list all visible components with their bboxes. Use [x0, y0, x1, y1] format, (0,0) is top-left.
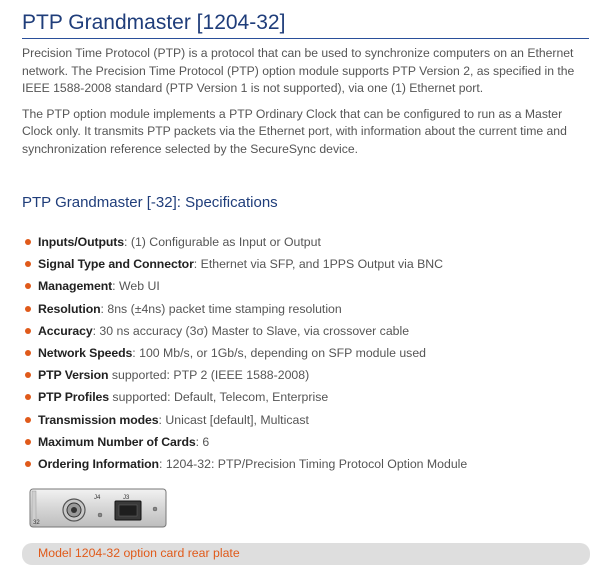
- spec-label: Management: [38, 279, 113, 294]
- description-paragraph: The PTP option module implements a PTP Ordinary Clock that can be configured to run as a Master Clock only. It transmits PTP packets via the Ethernet port, with information about the current time and synchronization reference selected by the SecureSync device.: [22, 106, 567, 156]
- spec-label: Inputs/Outputs: [38, 235, 125, 249]
- bullet-icon: [25, 394, 31, 400]
- spec-text: : Ethernet via SFP, and 1PPS Output via BNC: [193, 257, 444, 272]
- spec-label: Resolution: [38, 301, 101, 316]
- bullet-icon: [25, 283, 31, 289]
- spec-item: [24, 300, 584, 322]
- option-card-illustration: [29, 488, 169, 530]
- bullet-icon: [25, 350, 31, 356]
- spec-item: [24, 388, 584, 410]
- bullet-icon: [25, 239, 31, 245]
- spec-item: [24, 433, 584, 455]
- spec-text: : Web UI: [112, 279, 160, 294]
- j4-label: J4: [94, 495, 101, 501]
- spec-text: supported: Default, Telecom, Enterprise: [109, 390, 329, 405]
- spec-text: supported: PTP 2 (IEEE 1588-2008): [108, 368, 310, 383]
- spec-text: : 6: [195, 434, 210, 449]
- specs-list: [24, 233, 584, 477]
- bullet-icon: [25, 306, 31, 312]
- intro-paragraph: Precision Time Protocol (PTP) is a protocol that can be used to synchronize computers on an Ethernet network. The Precision Time Protocol (PTP) option module supports PTP Version 2, as specified in the IEEE 1588-2008 standard (PTP Version 1 is not supported), via one (1) Ethernet port.: [22, 46, 575, 95]
- spec-text: : (1) Configurable as Input or Output: [124, 235, 321, 249]
- spec-label: Maximum Number of Cards: [38, 434, 196, 449]
- spec-text: : 8ns (±4ns) packet time stamping resolution: [100, 301, 342, 316]
- page-title: PTP Grandmaster [1204-32]: [22, 11, 286, 34]
- card-rear-plate-image: [29, 488, 169, 530]
- spec-item: [24, 255, 584, 277]
- screw-icon: [153, 507, 157, 511]
- spec-label: Network Speeds: [38, 345, 133, 360]
- slot-label: 32: [33, 520, 40, 526]
- spec-label: Signal Type and Connector: [38, 257, 194, 272]
- image-caption-bar: [22, 543, 590, 565]
- bullet-icon: [25, 328, 31, 334]
- spec-label: Ordering Information: [38, 456, 159, 471]
- bullet-icon: [25, 417, 31, 423]
- spec-item: [24, 344, 584, 366]
- screw-icon: [98, 513, 102, 517]
- page-content: [22, 0, 592, 560]
- bullet-icon: [25, 439, 31, 445]
- spec-text: : Unicast [default], Multicast: [158, 412, 309, 427]
- spec-item: [24, 277, 584, 299]
- spec-text: : 30 ns accuracy (3σ) Master to Slave, via crossover cable: [92, 323, 410, 338]
- spec-item: [24, 233, 584, 255]
- spec-text: : 1204-32: PTP/Precision Timing Protocol Option Module: [158, 456, 468, 471]
- spec-label: Transmission modes: [38, 412, 159, 427]
- bullet-icon: [25, 461, 31, 467]
- spec-item: [24, 455, 584, 477]
- j3-label: J3: [123, 495, 130, 501]
- title-divider: [22, 38, 589, 39]
- spec-item: [24, 411, 584, 433]
- spec-item: [24, 322, 584, 344]
- image-caption: Model 1204-32 option card rear plate: [38, 546, 240, 560]
- spec-label: PTP Version: [38, 368, 109, 383]
- spec-label: Accuracy: [38, 323, 93, 338]
- spec-item: [24, 366, 584, 388]
- bullet-icon: [25, 261, 31, 267]
- specs-heading: PTP Grandmaster [-32]: Specifications: [22, 194, 278, 211]
- spec-label: PTP Profiles: [38, 390, 110, 405]
- spec-text: : 100 Mb/s, or 1Gb/s, depending on SFP module used: [132, 345, 426, 360]
- bullet-icon: [25, 372, 31, 378]
